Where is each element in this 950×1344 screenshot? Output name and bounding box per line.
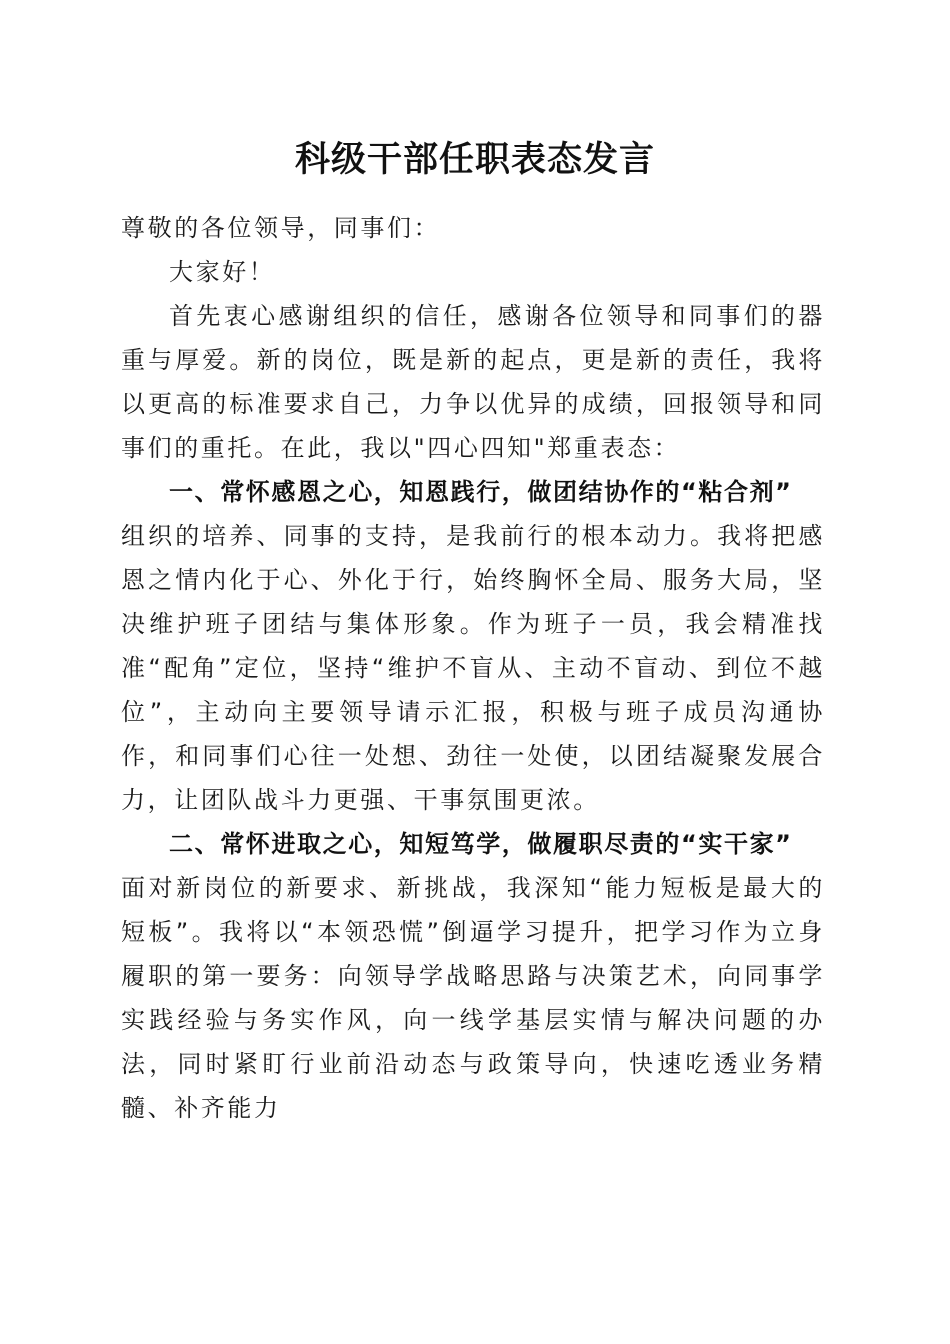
greeting: 大家好！ (169, 258, 276, 286)
document-body (121, 206, 825, 1130)
document-title: 科级干部任职表态发言 (294, 139, 655, 180)
salutation: 尊敬的各位领导，同事们： (121, 214, 441, 242)
section-heading-1: 一、常怀感恩之心，知恩践行，做团结协作的“粘合剂” (169, 478, 793, 506)
section-heading-2: 二、常怀进取之心，知短笃学，做履职尽责的“实干家” (169, 830, 793, 858)
section-body-2: 面对新岗位的新要求、新挑战，我深知“能力短板是最大的短板”。我将以“本领恐慌”倒逼学习提升，把学习作为立身履职的第一要务：向领导学战略思路与决策艺术，向同事学实践经验与务实作风，向一线学基层实情与解决问题的办法，同时紧盯行业前沿动态与政策导向，快速吃透业务精髓、补齐能力 (121, 874, 825, 1122)
section-body-1: 组织的培养、同事的支持，是我前行的根本动力。我将把感恩之情内化于心、外化于行，始终胸怀全局、服务大局，坚决维护班子团结与集体形象。作为班子一员，我会精准找准“配角”定位，坚持“维护不盲从、主动不盲动、到位不越位”，主动向主要领导请示汇报，积极与班子成员沟通协作，和同事们心往一处想、劲往一处使，以团结凝聚发展合力，让团队战斗力更强、干事氛围更浓。 (121, 522, 825, 814)
intro-paragraph: 首先衷心感谢组织的信任，感谢各位领导和同事们的器重与厚爱。新的岗位，既是新的起点，更是新的责任，我将以更高的标准要求自己，力争以优异的成绩，回报领导和同事们的重托。在此，我以"四心四知"郑重表态： (121, 302, 825, 462)
